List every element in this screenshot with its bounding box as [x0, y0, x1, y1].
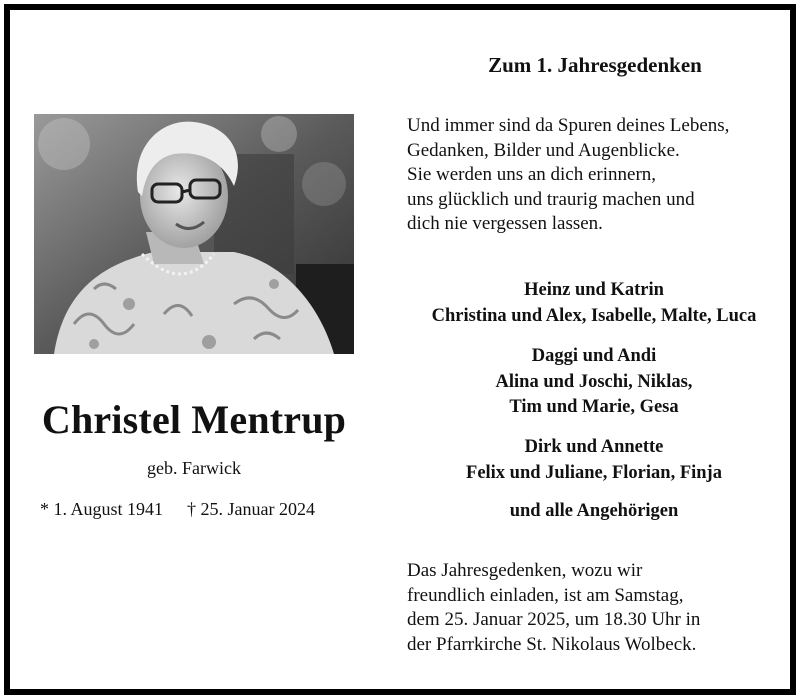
mourner-line: Alina und Joschi, Niklas, [495, 371, 693, 392]
mourner-group [395, 344, 793, 421]
mourner-line: Christina und Alex, Isabelle, Malte, Luca [431, 305, 757, 326]
portrait-illustration [34, 114, 354, 354]
memorial-verse [407, 114, 782, 237]
mourner-line: und alle Angehörigen [509, 501, 679, 521]
deceased-name: Christel Mentrup [41, 397, 347, 442]
birth-date: * 1. August 1941 [40, 499, 164, 519]
mourner-group [395, 435, 793, 486]
service-line: Das Jahresgedenken, wozu wir [407, 560, 643, 581]
mourner-line: Felix und Juliane, Florian, Finja [466, 462, 722, 483]
mourner-line: Dirk und Annette [524, 437, 664, 457]
portrait-photo [34, 114, 354, 354]
service-line: der Pfarrkirche St. Nikolaus Wolbeck. [407, 633, 697, 655]
life-dates [40, 499, 360, 520]
mourner-line: Heinz und Katrin [524, 280, 664, 300]
obituary-card [4, 4, 796, 695]
verse-line: Gedanken, Bilder und Augenblicke. [407, 139, 680, 161]
mourner-line: Daggi und Andi [531, 346, 657, 366]
service-line: dem 25. Januar 2025, um 18.30 Uhr in [407, 609, 701, 630]
verse-line: Sie werden uns an dich erinnern, [407, 164, 657, 185]
anniversary-heading: Zum 1. Jahresgedenken [488, 53, 702, 77]
death-date: † 25. Januar 2024 [187, 499, 315, 519]
verse-line: uns glücklich und traurig machen und [407, 188, 695, 210]
verse-line: Und immer sind da Spuren deines Lebens, [407, 115, 730, 136]
mourner-group [395, 278, 793, 329]
mourner-group [395, 499, 793, 525]
mourner-line: Tim und Marie, Gesa [509, 397, 679, 417]
service-line: freundlich einladen, ist am Samstag, [407, 584, 684, 606]
service-announcement [407, 559, 782, 657]
verse-line: dich nie vergessen lassen. [407, 213, 603, 234]
maiden-name: geb. Farwick [147, 458, 241, 478]
